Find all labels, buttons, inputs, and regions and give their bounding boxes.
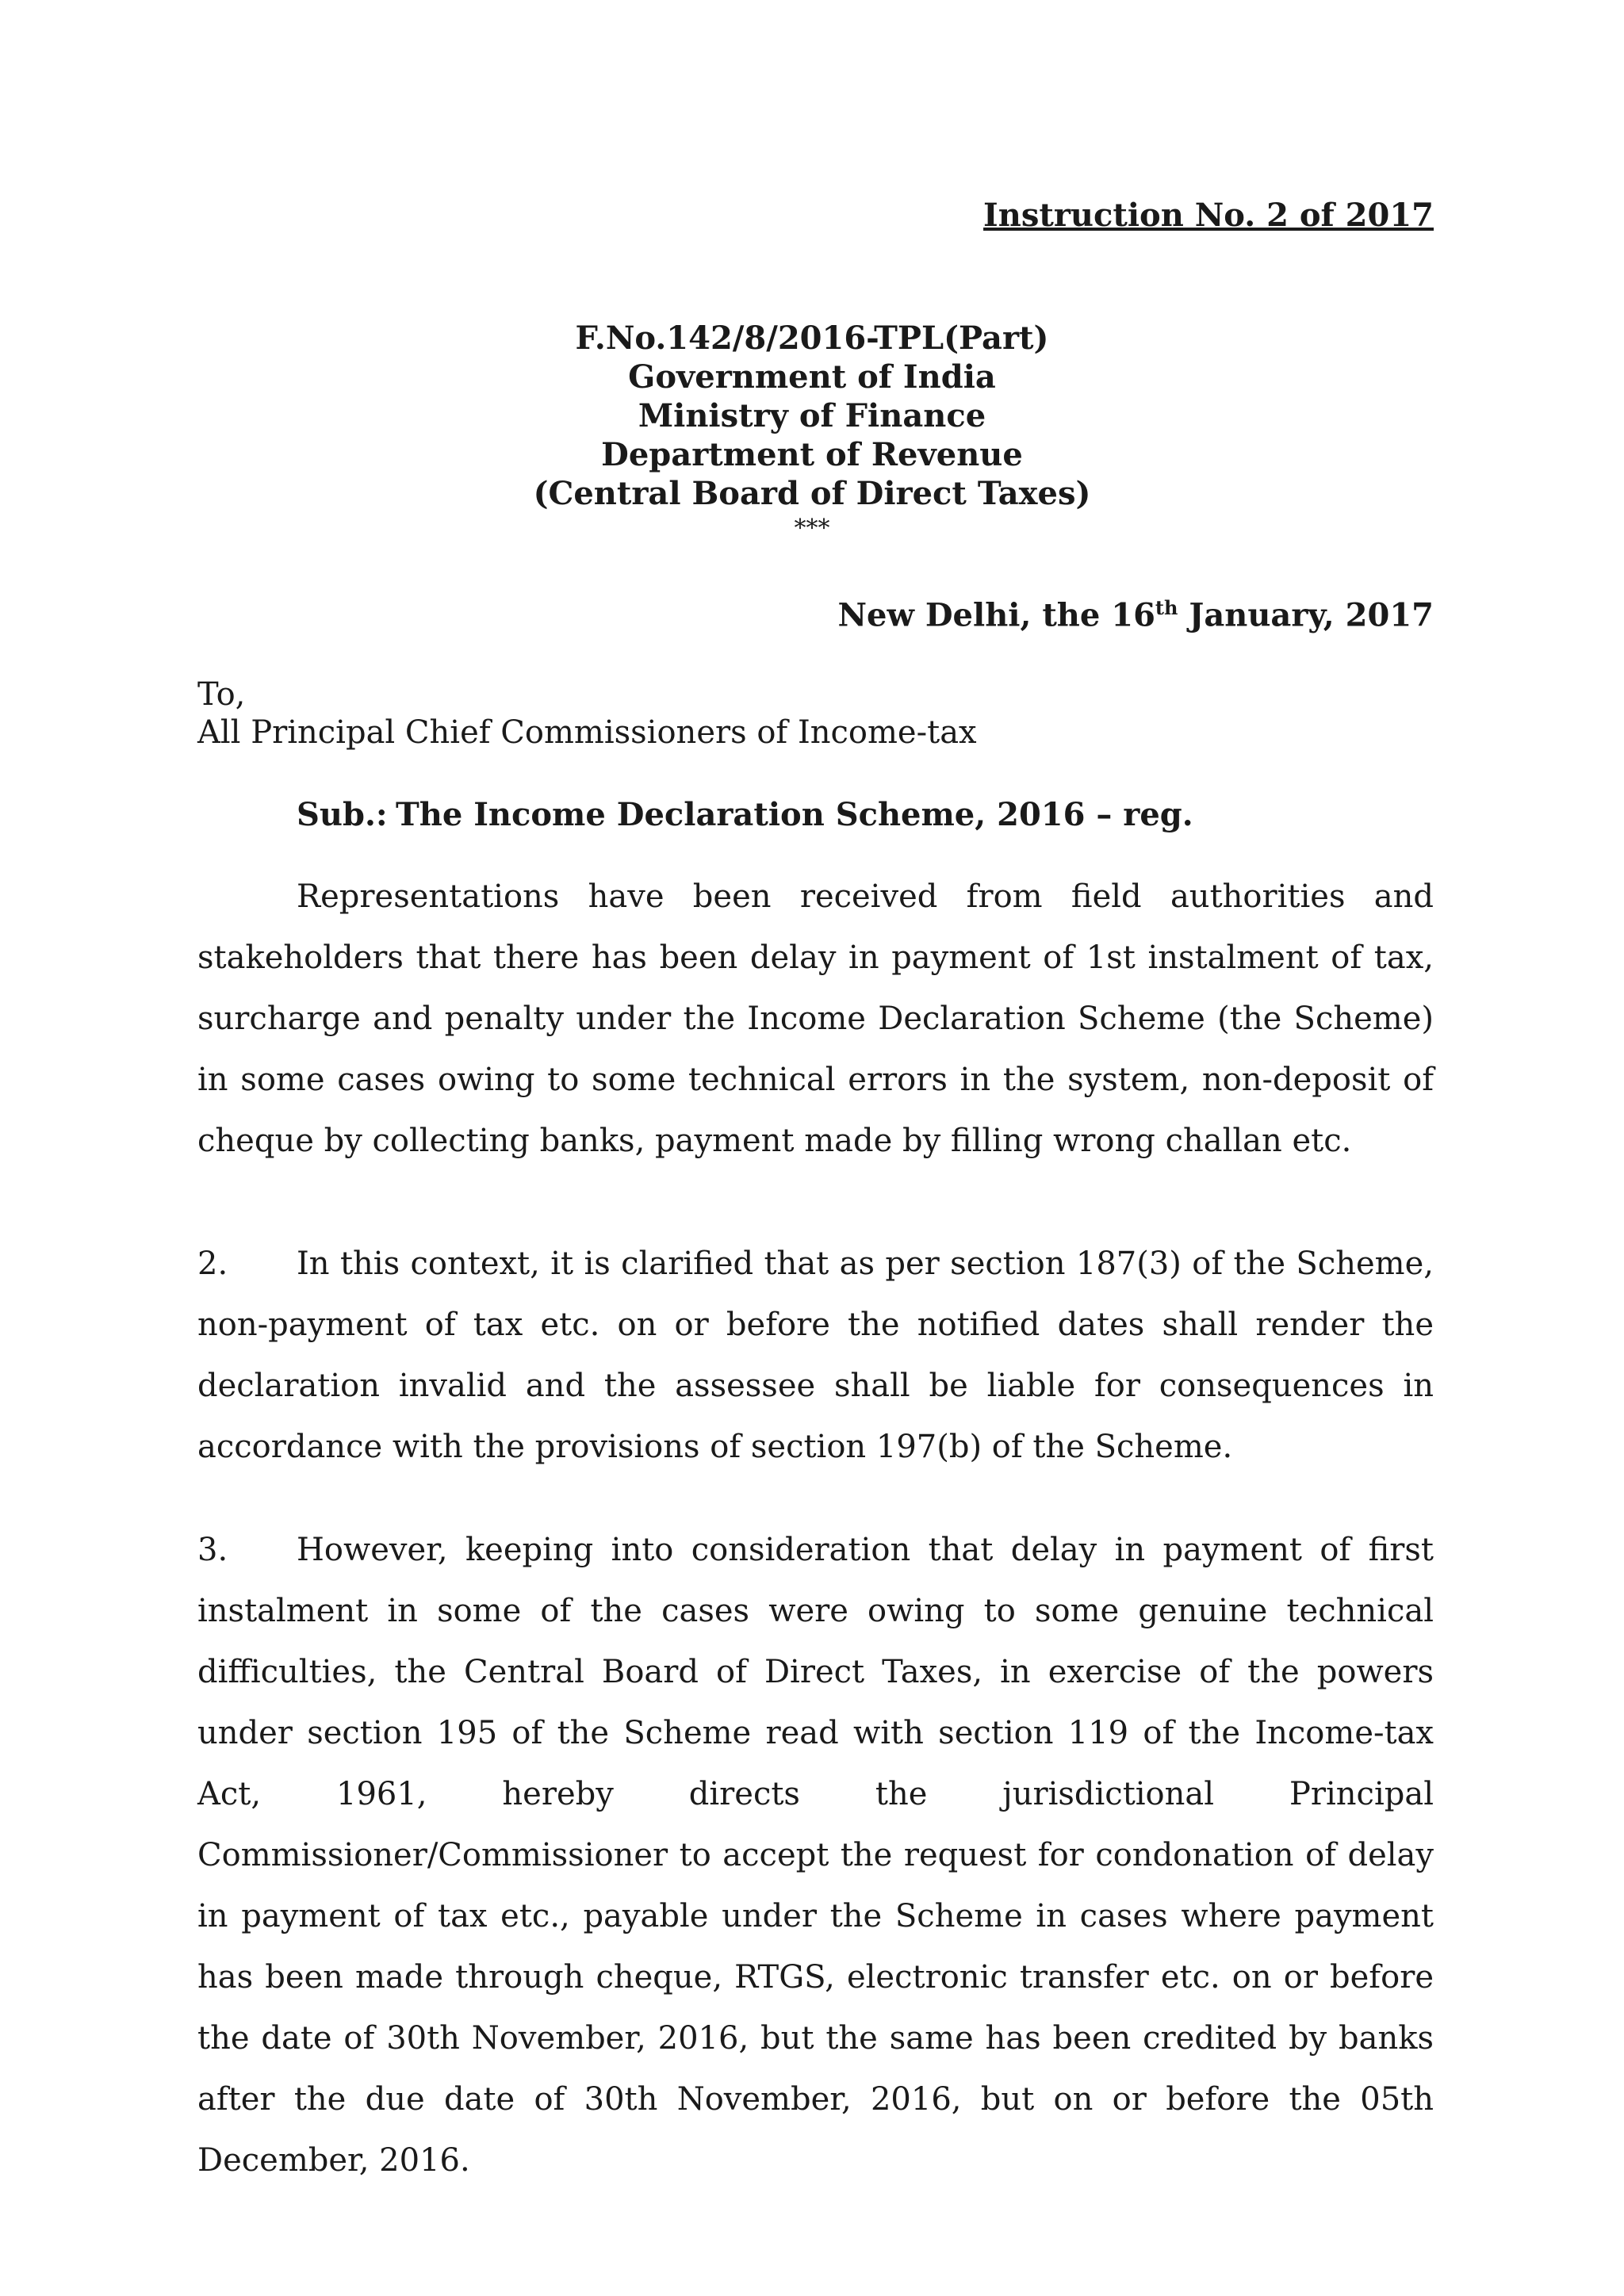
file-number: F.No.142/8/2016-TPL(Part) <box>575 320 1049 357</box>
dateline-prefix: New Delhi, the 16 <box>837 596 1155 634</box>
ministry-line: Ministry of Finance <box>638 397 986 434</box>
paragraph-2-text: In this context, it is clarified that as per section 187(3) of the Scheme, non-payment of tax etc. on or before the notified dates shall render the declaration invalid and the assessee shall be liable for consequences in accordance with the provisions of section 197(b) of the Scheme. <box>197 1246 1434 1465</box>
paragraph-2-number: 2. <box>197 1246 228 1282</box>
government-line: Government of India <box>628 358 996 396</box>
paragraph-3-number: 3. <box>197 1532 228 1568</box>
paragraph-3 <box>197 1520 1434 2191</box>
paragraph-1-text: Representations have been received from field authorities and stakeholders that there has been delay in payment of 1st instalment of tax, surcharge and penalty under the Income Declaration Scheme (the Scheme) in some cases owing to some technical errors in the system, non-deposit of cheque by collecting banks, payment made by filling wrong challan etc. <box>197 878 1434 1159</box>
department-line: Department of Revenue <box>601 436 1023 473</box>
paragraph-3-text: However, keeping into consideration that delay in payment of first instalment in some of the cases were owing to some genuine technical difficulties, the Central Board of Direct Taxes, in exercise of the powers under section 195 of the Scheme read with section 119 of the Income-tax Act, 1961, hereby directs the jurisdictional Principal Commissioner/Commissioner to accept the request for condonation of delay in payment of tax etc., payable under the Scheme in cases where payment has been made through cheque, RTGS, electronic transfer etc. on or before the date of 30th November, 2016, but the same has been credited by banks after the due date of 30th November, 2016, but on or before the 05th December, 2016. <box>197 1532 1434 2179</box>
subject-text: The Income Declaration Scheme, 2016 – reg. <box>396 796 1193 833</box>
addressee-block <box>197 675 977 752</box>
dateline <box>837 596 1434 633</box>
recipient: All Principal Chief Commissioners of Income-tax <box>197 714 977 751</box>
salutation: To, <box>197 676 246 713</box>
header-separator: *** <box>794 515 830 542</box>
paragraph-2 <box>197 1234 1434 1478</box>
letterhead <box>0 319 1624 545</box>
dateline-superscript: th <box>1155 596 1178 619</box>
board-line: (Central Board of Direct Taxes) <box>533 475 1091 512</box>
subject-line <box>297 796 1193 833</box>
paragraph-1 <box>197 867 1434 1172</box>
instruction-number: Instruction No. 2 of 2017 <box>983 197 1434 234</box>
subject-label: Sub.: <box>297 796 388 833</box>
dateline-suffix: January, 2017 <box>1178 596 1434 634</box>
